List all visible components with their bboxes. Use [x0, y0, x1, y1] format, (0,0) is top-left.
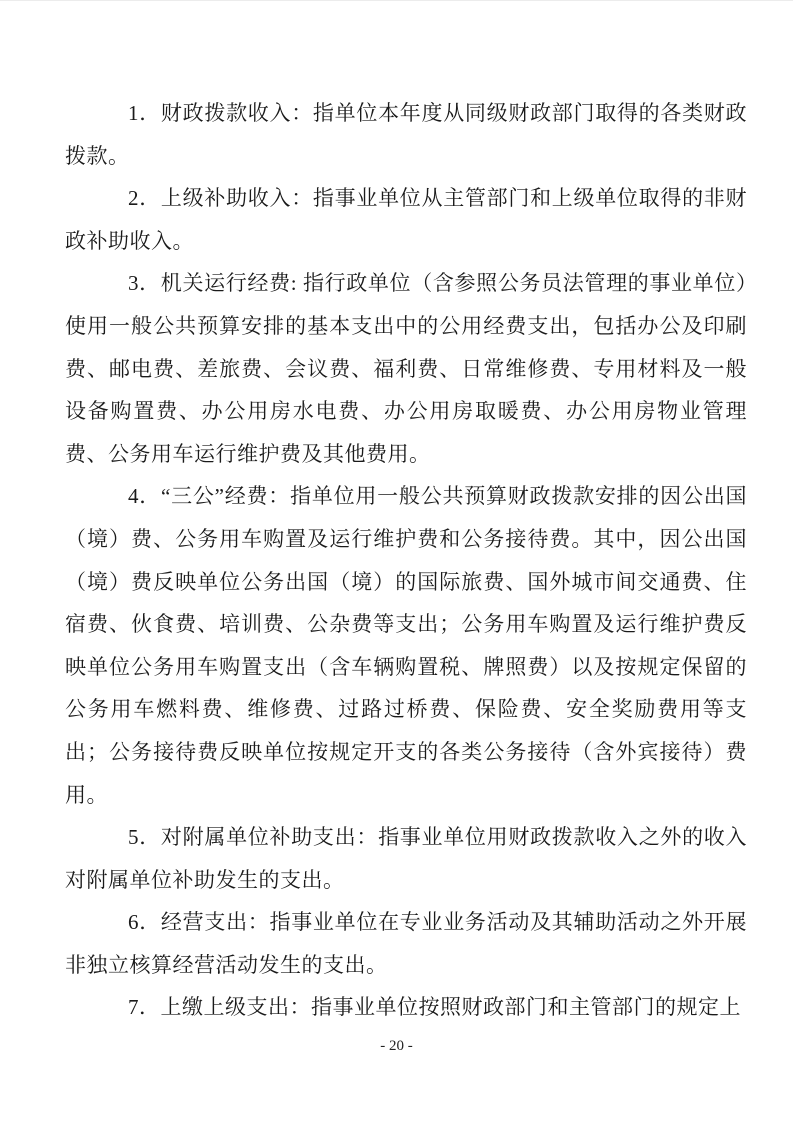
- paragraph-operating-expenditure: 6．经营支出：指事业单位在专业业务活动及其辅助活动之外开展非独立核算经营活动发生的支出。: [65, 910, 747, 977]
- document-body: [65, 92, 747, 1029]
- paragraph-agency-operating-funds: 3．机关运行经费: 指行政单位（含参照公务员法管理的事业单位）使用一般公共预算安排的基本支出中的公用经费支出，包括办公及印刷费、邮电费、差旅费、会议费、福利费、日常维修费、专用材料及一般设备购置费、办公用房水电费、办公用房取暖费、办公用房物业管理费、公务用车运行维护费及其他费用。: [65, 271, 747, 466]
- paragraph-superior-subsidy-income: 2．上级补助收入：指事业单位从主管部门和上级单位取得的非财政补助收入。: [65, 186, 747, 253]
- page-number: - 20 -: [380, 1038, 413, 1054]
- paragraph-fiscal-appropriation-income: 1．财政拨款收入：指单位本年度从同级财政部门取得的各类财政拨款。: [65, 101, 747, 168]
- page-footer: [0, 1037, 793, 1055]
- paragraph-subsidy-to-affiliated-units: 5．对附属单位补助支出：指事业单位用财政拨款收入之外的收入对附属单位补助发生的支出。: [65, 825, 747, 892]
- paragraph-three-public-funds: 4．“三公”经费：指单位用一般公共预算财政拨款安排的因公出国（境）费、公务用车购置及运行维护费和公务接待费。其中，因公出国（境）费反映单位公务出国（境）的国际旅费、国外城市间交通费、住宿费、伙食费、培训费、公杂费等支出；公务用车购置及运行维护费反映单位公务用车购置支出（含车辆购置税、牌照费）以及按规定保留的公务用车燃料费、维修费、过路过桥费、保险费、安全奖励费用等支出；公务接待费反映单位按规定开支的各类公务接待（含外宾接待）费用。: [65, 484, 747, 807]
- paragraph-payment-to-superior: 7．上缴上级支出：指事业单位按照财政部门和主管部门的规定上: [128, 995, 741, 1020]
